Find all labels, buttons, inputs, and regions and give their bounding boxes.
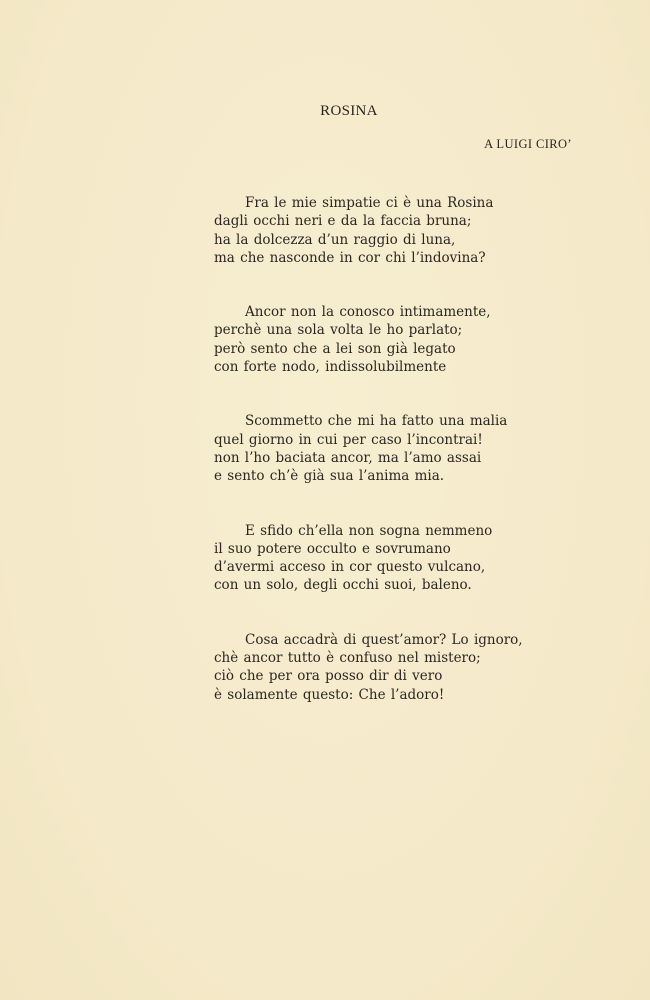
poem-line: dagli occhi neri e da la faccia bruna;: [214, 213, 472, 230]
poem-title: ROSINA: [320, 103, 378, 119]
poem-line: però sento che a lei son già legato: [214, 340, 456, 357]
poem-line: ma che nasconde in cor chi l’indovina?: [214, 249, 486, 266]
poem-line: E sfido ch’ella non sogna nemmeno: [245, 522, 493, 539]
dedication: A LUIGI CIRO’: [484, 137, 572, 151]
poem-line: con forte nodo, indissolubilmente: [214, 359, 447, 376]
poem-line: ciò che per ora posso dir di vero: [214, 668, 443, 685]
stanza: [214, 522, 554, 595]
poem-line: perchè una sola volta le ho parlato;: [214, 322, 463, 339]
poem-line: Scommetto che mi ha fatto una malia: [245, 413, 508, 430]
poem-line: ha la dolcezza d’un raggio di luna,: [214, 231, 456, 248]
poem-line: chè ancor tutto è confuso nel mistero;: [214, 650, 481, 667]
stanza: [214, 303, 554, 376]
poem-body: [214, 194, 554, 740]
stanza: [214, 194, 554, 267]
poem-line: con un solo, degli occhi suoi, baleno.: [214, 577, 472, 594]
poem-line: non l’ho baciata ancor, ma l’amo assai: [214, 449, 482, 466]
poem-line: è solamente questo: Che l’adoro!: [214, 686, 445, 703]
poem-line: Cosa accadrà di quest’amor? Lo ignoro,: [245, 631, 523, 648]
poem-line: il suo potere occulto e sovrumano: [214, 540, 451, 557]
stanza: [214, 412, 554, 485]
poem-line: quel giorno in cui per caso l’incontrai!: [214, 431, 483, 448]
poem-line: Fra le mie simpatie ci è una Rosina: [245, 195, 494, 211]
stanza: [214, 631, 554, 704]
poem-line: e sento ch’è già sua l’anima mia.: [214, 468, 445, 485]
poem-line: Ancor non la conosco intimamente,: [245, 304, 491, 321]
poem-line: d’avermi acceso in cor questo vulcano,: [214, 559, 486, 576]
